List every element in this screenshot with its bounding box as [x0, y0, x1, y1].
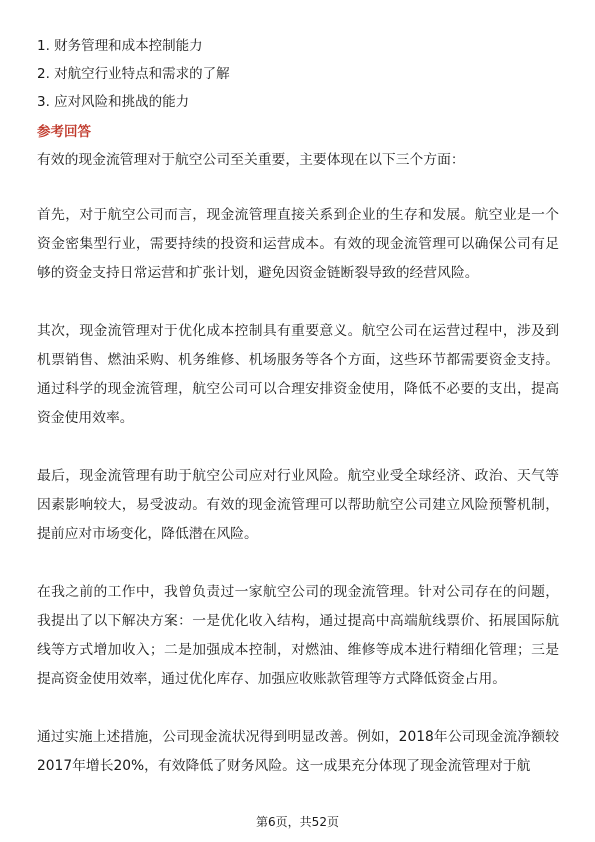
answer-heading: 参考回答 [37, 124, 91, 140]
answer-paragraph: 在我之前的工作中，我曾负责过一家航空公司的现金流管理。针对公司存在的问题，我提出了以下解决方案：一是优化收入结构，通过提高中高端航线票价、拓展国际航线等方式增加收入；二是加强成本控制，对燃油、维修等成本进行精细化管理；三是提高资金使用效率，通过优化库存、加强应收账款管理等方式降低资金占用。 [37, 584, 559, 687]
answer-paragraph: 有效的现金流管理对于航空公司至关重要，主要体现在以下三个方面： [37, 152, 465, 168]
page-number: 第6页，共52页 [256, 815, 339, 829]
list-item: 3. 应对风险和挑战的能力 [37, 94, 190, 110]
list-item: 2. 对航空行业特点和需求的了解 [37, 66, 230, 82]
answer-paragraph: 其次，现金流管理对于优化成本控制具有重要意义。航空公司在运营过程中，涉及到机票销售、燃油采购、机务维修、机场服务等各个方面，这些环节都需要资金支持。通过科学的现金流管理，航空公司可以合理安排资金使用，降低不必要的支出，提高资金使用效率。 [37, 323, 559, 426]
answer-paragraph: 通过实施上述措施，公司现金流状况得到明显改善。例如，2018年公司现金流净额较2017年增长20%，有效降低了财务风险。这一成果充分体现了现金流管理对于航 [37, 729, 559, 774]
answer-body [37, 146, 559, 810]
list-item: 1. 财务管理和成本控制能力 [37, 38, 203, 54]
requirement-list [37, 32, 557, 116]
answer-paragraph: 最后，现金流管理有助于航空公司应对行业风险。航空业受全球经济、政治、天气等因素影响较大，易受波动。有效的现金流管理可以帮助航空公司建立风险预警机制，提前应对市场变化，降低潜在风险。 [37, 468, 559, 542]
answer-paragraph: 首先，对于航空公司而言，现金流管理直接关系到企业的生存和发展。航空业是一个资金密集型行业，需要持续的投资和运营成本。有效的现金流管理可以确保公司有足够的资金支持日常运营和扩张计划，避免因资金链断裂导致的经营风险。 [37, 207, 559, 281]
